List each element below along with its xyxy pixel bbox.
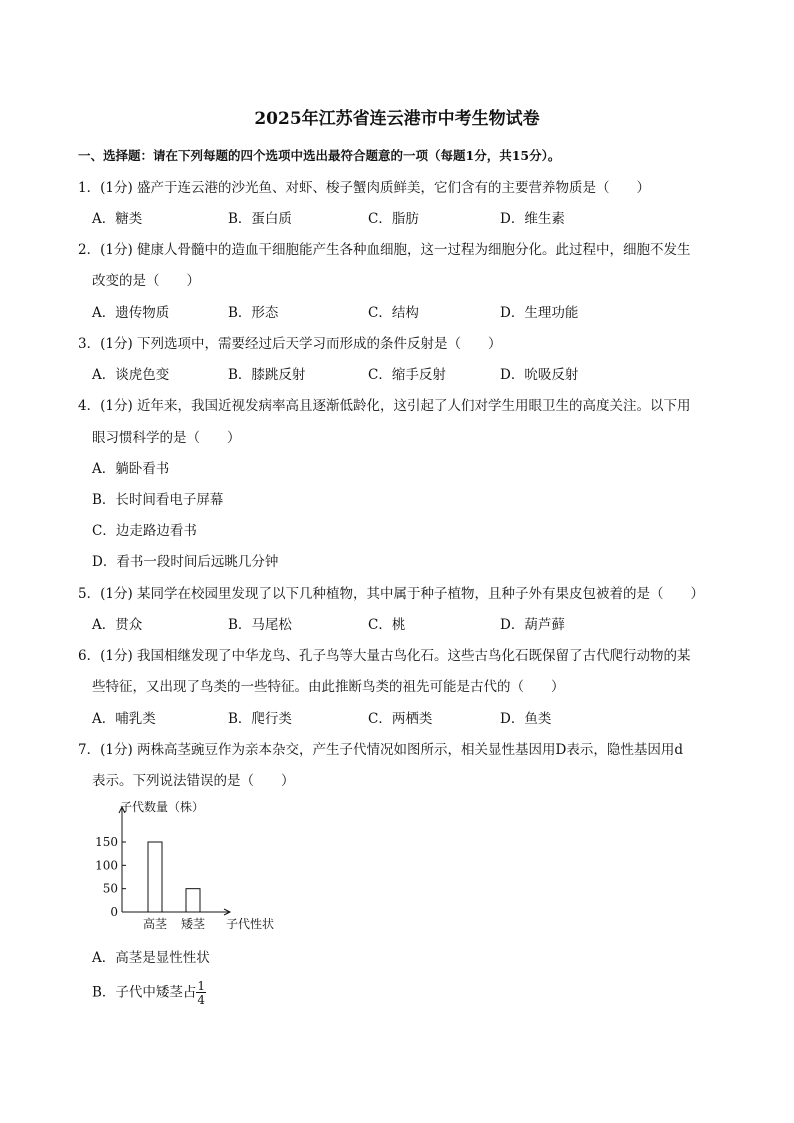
y-tick-label: 50 <box>102 881 118 896</box>
q5-option-b: B．马尾松 <box>228 617 292 633</box>
q7-option-a: A．高茎是显性性状 <box>92 950 210 966</box>
q5-option-c: C．桃 <box>368 617 406 633</box>
question-2-cont: 改变的是（ ） <box>92 273 200 289</box>
q2-option-d: D．生理功能 <box>500 305 579 321</box>
x-tick-label: 高茎 <box>142 917 168 931</box>
q1-option-b: B．蛋白质 <box>228 211 292 227</box>
question-4-cont: 眼习惯科学的是（ ） <box>92 430 241 446</box>
bar-高茎 <box>148 842 162 912</box>
q4-option-d: D．看书一段时间后远眺几分钟 <box>92 554 279 570</box>
q6-option-b: B．爬行类 <box>228 711 292 727</box>
q3-option-a: A．谈虎色变 <box>92 367 170 383</box>
bar-矮茎 <box>186 889 200 912</box>
question-2: 2．(1分) 健康人骨髓中的造血干细胞能产生各种血细胞，这一过程为细胞分化。此过程中，细胞不发生 <box>78 242 691 258</box>
q6-option-d: D．鱼类 <box>500 711 552 727</box>
q3-option-d: D．吮吸反射 <box>500 367 579 383</box>
question-6-cont: 些特征，又出现了鸟类的一些特征。由此推断鸟类的祖先可能是古代的（ ） <box>92 679 565 695</box>
q5-option-a: A．贯众 <box>92 617 143 633</box>
y-axis-label: 子代数量（株） <box>120 800 205 814</box>
q1-option-c: C．脂肪 <box>368 211 419 227</box>
question-3: 3．(1分) 下列选项中，需要经过后天学习而形成的条件反射是（ ） <box>78 336 502 352</box>
offspring-bar-chart <box>90 795 300 935</box>
y-tick-label: 100 <box>95 858 118 873</box>
q2-option-a: A．遗传物质 <box>92 305 170 321</box>
q6-option-c: C．两栖类 <box>368 711 433 727</box>
x-tick-label: 矮茎 <box>180 917 206 931</box>
q4-option-b: B．长时间看电子屏幕 <box>92 492 224 508</box>
question-1: 1．(1分) 盛产于连云港的沙光鱼、对虾、梭子蟹肉质鲜美，它们含有的主要营养物质是（ ） <box>78 180 651 196</box>
q1-option-d: D．维生素 <box>500 211 565 227</box>
y-tick-label: 150 <box>95 835 118 849</box>
question-4: 4．(1分) 近年来，我国近视发病率高且逐渐低龄化，这引起了人们对学生用眼卫生的高度关注。以下用 <box>78 398 691 414</box>
q4-option-c: C．边走路边看书 <box>92 523 197 539</box>
section-heading: 一、选择题：请在下列每题的四个选项中选出最符合题意的一项（每题1分，共15分）。 <box>78 148 561 163</box>
question-7-cont: 表示。下列说法错误的是（ ） <box>92 773 295 789</box>
q6-option-a: A．哺乳类 <box>92 711 156 727</box>
question-7: 7．(1分) 两株高茎豌豆作为亲本杂交，产生子代情况如图所示，相关显性基因用D表示，隐性基因用d <box>78 742 683 758</box>
q7-option-b-text: B．子代中矮茎占 <box>92 984 197 1001</box>
q1-option-a: A．糖类 <box>92 211 143 227</box>
q3-option-c: C．缩手反射 <box>368 367 446 383</box>
question-5: 5．(1分) 某同学在校园里发现了以下几种植物，其中属于种子植物，且种子外有果皮包被着的是（ ） <box>78 586 705 602</box>
q2-option-b: B．形态 <box>228 305 279 321</box>
fraction-numerator: 1 <box>197 979 206 993</box>
q3-option-b: B．膝跳反射 <box>228 367 306 383</box>
q4-option-a: A．躺卧看书 <box>92 461 170 477</box>
fraction-denominator: 4 <box>197 993 206 1007</box>
y-tick-label: 0 <box>110 905 118 919</box>
q2-option-c: C．结构 <box>368 305 419 321</box>
fraction <box>196 980 206 1006</box>
x-axis-label: 子代性状 <box>225 917 275 931</box>
q7-option-b <box>92 980 206 1006</box>
question-6: 6．(1分) 我国相继发现了中华龙鸟、孔子鸟等大量古鸟化石。这些古鸟化石既保留了古代爬行动物的某 <box>78 648 691 664</box>
exam-title: 2025年江苏省连云港市中考生物试卷 <box>254 109 540 129</box>
q5-option-d: D．葫芦藓 <box>500 617 565 633</box>
